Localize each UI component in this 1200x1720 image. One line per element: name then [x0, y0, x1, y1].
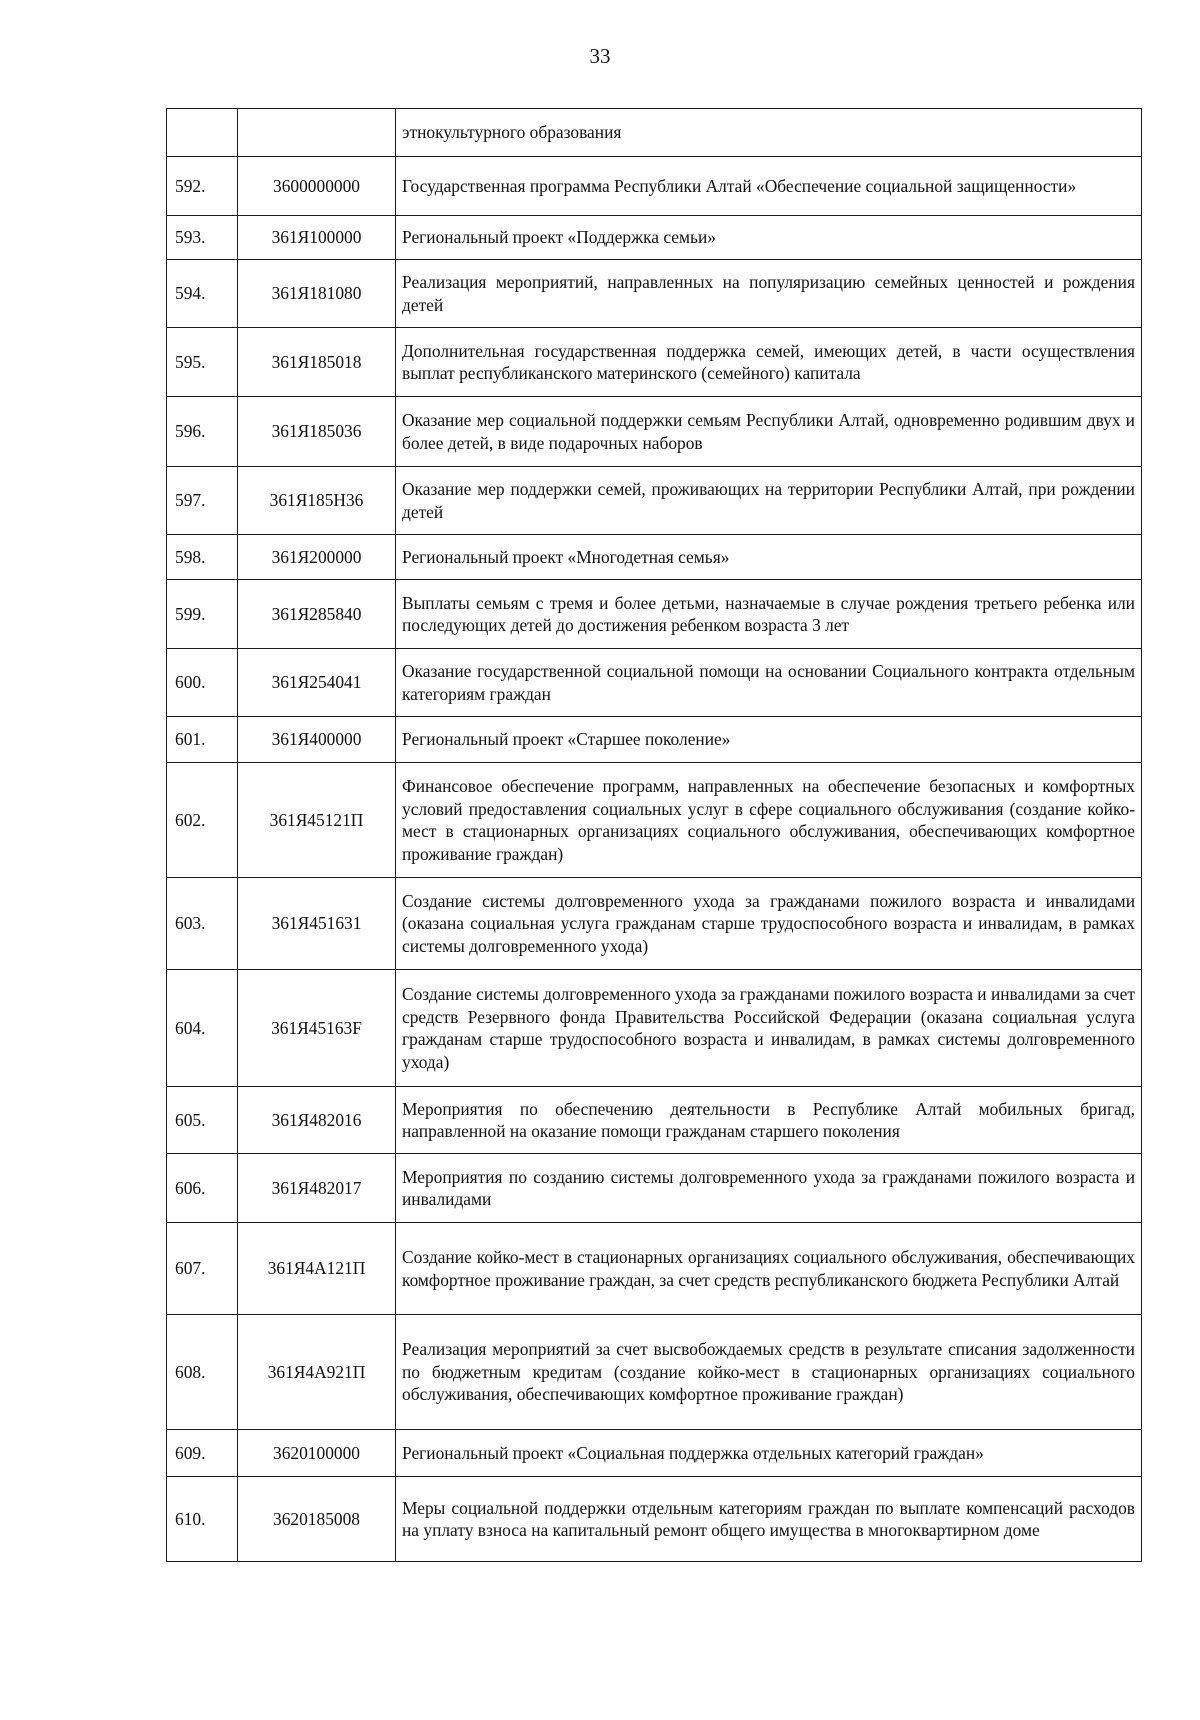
row-description: Оказание государственной социальной помощи на основании Социального контракта отдельным категориям граждан [396, 649, 1142, 717]
row-number: 605. [167, 1087, 238, 1154]
table-row [167, 397, 1142, 467]
row-code: 361Я185Н36 [238, 467, 396, 535]
table-row [167, 1087, 1142, 1154]
row-description: Региональный проект «Многодетная семья» [396, 535, 1142, 580]
row-description: Создание системы долговременного ухода за гражданами пожилого возраста и инвалидами за счет средств Резервного фонда Правительства Российской Федерации (оказана социальная услуга гражданам старше трудоспособного возраста и инвалидам, в рамках системы долговременного ухода) [396, 970, 1142, 1087]
row-number: 604. [167, 970, 238, 1087]
table-row [167, 1154, 1142, 1223]
row-description: Выплаты семьям с тремя и более детьми, назначаемые в случае рождения третьего ребенка или последующих детей до достижения ребенком возраста 3 лет [396, 580, 1142, 649]
row-code: 3600000000 [238, 157, 396, 216]
row-description: Финансовое обеспечение программ, направленных на обеспечение безопасных и комфортных условий предоставления социальных услуг в сфере социального обслуживания (создание койко-мест в стационарных организациях социального обслуживания, обеспечивающих комфортное проживание граждан) [396, 763, 1142, 878]
row-code: 361Я200000 [238, 535, 396, 580]
row-number: 610. [167, 1477, 238, 1562]
table-row [167, 1223, 1142, 1315]
row-description: Региональный проект «Поддержка семьи» [396, 216, 1142, 260]
table-row [167, 878, 1142, 970]
row-number: 597. [167, 467, 238, 535]
table-row [167, 1477, 1142, 1562]
row-number: 599. [167, 580, 238, 649]
row-number [167, 109, 238, 157]
table-row [167, 328, 1142, 397]
row-number: 596. [167, 397, 238, 467]
row-number: 607. [167, 1223, 238, 1315]
table-row [167, 649, 1142, 717]
budget-classification-table [166, 108, 1142, 1562]
row-code: 361Я185018 [238, 328, 396, 397]
row-code: 3620185008 [238, 1477, 396, 1562]
row-code: 361Я100000 [238, 216, 396, 260]
row-description: Региональный проект «Социальная поддержка отдельных категорий граждан» [396, 1430, 1142, 1477]
row-code: 3620100000 [238, 1430, 396, 1477]
row-number: 598. [167, 535, 238, 580]
row-description: Оказание мер поддержки семей, проживающих на территории Республики Алтай, при рождении детей [396, 467, 1142, 535]
row-code: 361Я4А921П [238, 1315, 396, 1430]
row-description: этнокультурного образования [396, 109, 1142, 157]
row-description: Меры социальной поддержки отдельным категориям граждан по выплате компенсаций расходов на уплату взноса на капитальный ремонт общего имущества в многоквартирном доме [396, 1477, 1142, 1562]
row-number: 601. [167, 717, 238, 763]
table-row [167, 109, 1142, 157]
table-row [167, 467, 1142, 535]
row-code: 361Я45121П [238, 763, 396, 878]
row-code: 361Я451631 [238, 878, 396, 970]
row-description: Мероприятия по обеспечению деятельности в Республике Алтай мобильных бригад, направленной на оказание помощи гражданам старшего поколения [396, 1087, 1142, 1154]
table-row [167, 157, 1142, 216]
table-row [167, 717, 1142, 763]
row-number: 594. [167, 260, 238, 328]
table-row [167, 1315, 1142, 1430]
row-number: 592. [167, 157, 238, 216]
table-row [167, 763, 1142, 878]
row-code [238, 109, 396, 157]
row-number: 606. [167, 1154, 238, 1223]
row-number: 608. [167, 1315, 238, 1430]
table-row [167, 970, 1142, 1087]
row-description: Государственная программа Республики Алтай «Обеспечение социальной защищенности» [396, 157, 1142, 216]
row-code: 361Я254041 [238, 649, 396, 717]
table-row [167, 580, 1142, 649]
row-description: Региональный проект «Старшее поколение» [396, 717, 1142, 763]
row-description: Дополнительная государственная поддержка семей, имеющих детей, в части осуществления выплат республиканского материнского (семейного) капитала [396, 328, 1142, 397]
row-description: Мероприятия по созданию системы долговременного ухода за гражданами пожилого возраста и инвалидами [396, 1154, 1142, 1223]
row-code: 361Я482016 [238, 1087, 396, 1154]
row-description: Реализация мероприятий, направленных на популяризацию семейных ценностей и рождения детей [396, 260, 1142, 328]
row-code: 361Я4А121П [238, 1223, 396, 1315]
row-number: 595. [167, 328, 238, 397]
table-row [167, 1430, 1142, 1477]
table-row [167, 216, 1142, 260]
row-description: Создание системы долговременного ухода за гражданами пожилого возраста и инвалидами (оказана социальная услуга гражданам старше трудоспособного возраста и инвалидам, в рамках системы долговременного ухода) [396, 878, 1142, 970]
row-code: 361Я285840 [238, 580, 396, 649]
row-code: 361Я482017 [238, 1154, 396, 1223]
row-number: 602. [167, 763, 238, 878]
table-row [167, 260, 1142, 328]
row-description: Оказание мер социальной поддержки семьям Республики Алтай, одновременно родившим двух и более детей, в виде подарочных наборов [396, 397, 1142, 467]
row-description: Создание койко-мест в стационарных организациях социального обслуживания, обеспечивающих комфортное проживание граждан, за счет средств республиканского бюджета Республики Алтай [396, 1223, 1142, 1315]
row-description: Реализация мероприятий за счет высвобождаемых средств в результате списания задолженности по бюджетным кредитам (создание койко-мест в стационарных организациях социального обслуживания, обеспечивающих комфортное проживание граждан) [396, 1315, 1142, 1430]
row-number: 609. [167, 1430, 238, 1477]
row-number: 603. [167, 878, 238, 970]
row-code: 361Я400000 [238, 717, 396, 763]
row-code: 361Я185036 [238, 397, 396, 467]
page-number: 33 [589, 44, 611, 68]
row-code: 361Я181080 [238, 260, 396, 328]
row-number: 593. [167, 216, 238, 260]
table-row [167, 535, 1142, 580]
row-code: 361Я45163F [238, 970, 396, 1087]
row-number: 600. [167, 649, 238, 717]
